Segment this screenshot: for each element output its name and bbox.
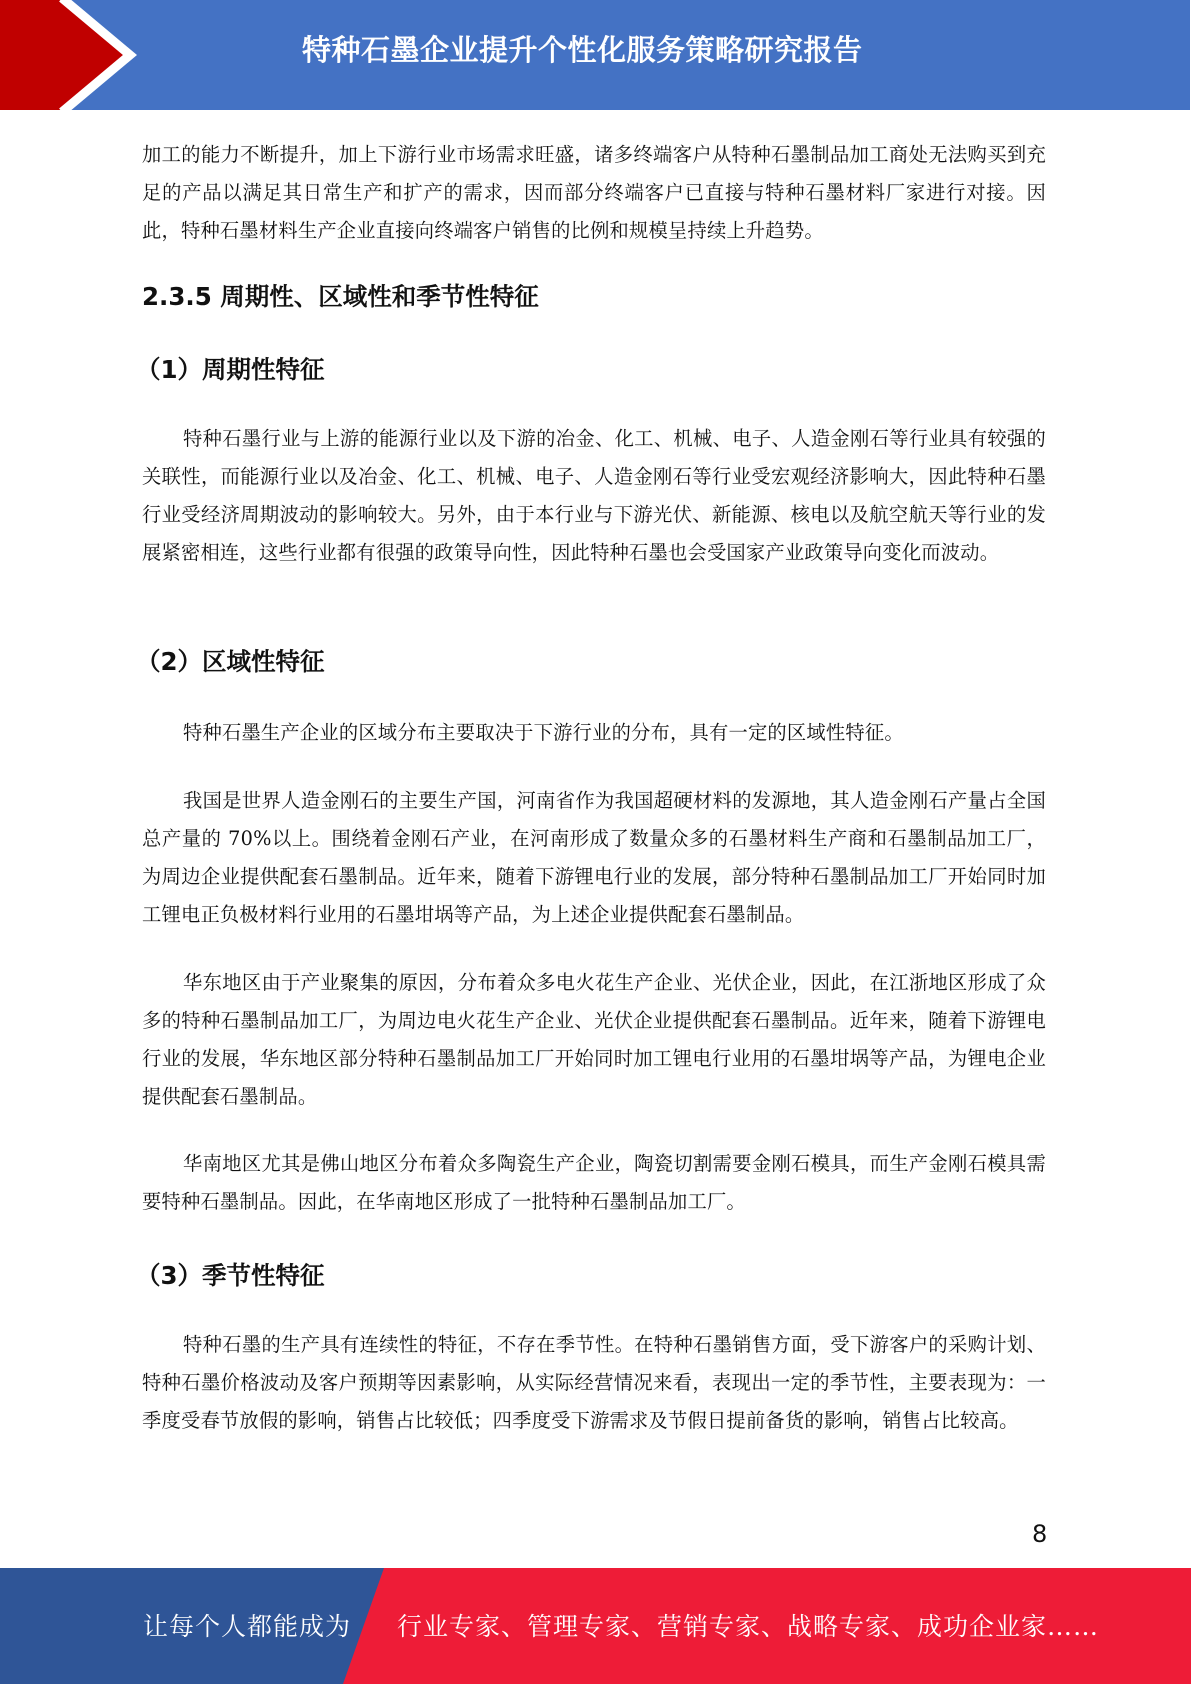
footer-slogan-right: 行业专家、管理专家、营销专家、战略专家、成功企业家…… bbox=[397, 1612, 1100, 1641]
page-footer bbox=[0, 1568, 1191, 1684]
intro-paragraph: 加工的能力不断提升，加上下游行业市场需求旺盛，诸多终端客户从特种石墨制品加工商处无法购买到充足的产品以满足其日常生产和扩产的需求，因而部分终端客户已直接与特种石墨材料厂家进行对接。因此，特种石墨材料生产企业直接向终端客户销售的比例和规模呈持续上升趋势。 bbox=[142, 143, 1046, 242]
paragraph-regional-3: 华东地区由于产业聚集的原因，分布着众多电火花生产企业、光伏企业，因此，在江浙地区形成了众多的特种石墨制品加工厂，为周边电火花生产企业、光伏企业提供配套石墨制品。近年来，随着下游锂电行业的发展，华东地区部分特种石墨制品加工厂开始同时加工锂电行业用的石墨坩埚等产品，为锂电企业提供配套石墨制品。 bbox=[142, 971, 1046, 1108]
footer-slogan-left: 让每个人都能成为 bbox=[143, 1612, 352, 1641]
chevron-arrow-icon bbox=[0, 0, 160, 110]
paragraph-seasonal: 特种石墨的生产具有连续性的特征，不存在季节性。在特种石墨销售方面，受下游客户的采购计划、特种石墨价格波动及客户预期等因素影响，从实际经营情况来看，表现出一定的季节性，主要表现为：一季度受春节放假的影响，销售占比较低；四季度受下游需求及节假日提前备货的影响，销售占比较高。 bbox=[142, 1333, 1046, 1432]
page-header bbox=[0, 0, 1190, 110]
section-heading: 2.3.5 周期性、区域性和季节性特征 bbox=[142, 282, 539, 311]
subsection-heading-cyclical: （1）周期性特征 bbox=[136, 355, 325, 384]
subsection-heading-seasonal: （3）季节性特征 bbox=[136, 1261, 325, 1290]
paragraph-regional-2: 我国是世界人造金刚石的主要生产国，河南省作为我国超硬材料的发源地，其人造金刚石产量占全国总产量的 70%以上。围绕着金刚石产业，在河南形成了数量众多的石墨材料生产商和石墨制品加工厂，为周边企业提供配套石墨制品。近年来，随着下游锂电行业的发展，部分特种石墨制品加工厂开始同时加工锂电正负极材料行业用的石墨坩埚等产品，为上述企业提供配套石墨制品。 bbox=[142, 789, 1046, 926]
paragraph-regional-1: 特种石墨生产企业的区域分布主要取决于下游行业的分布，具有一定的区域性特征。 bbox=[183, 721, 904, 744]
paragraph-cyclical: 特种石墨行业与上游的能源行业以及下游的冶金、化工、机械、电子、人造金刚石等行业具有较强的关联性，而能源行业以及冶金、化工、机械、电子、人造金刚石等行业受宏观经济影响大，因此特种石墨行业受经济周期波动的影响较大。另外，由于本行业与下游光伏、新能源、核电以及航空航天等行业的发展紧密相连，这些行业都有很强的政策导向性，因此特种石墨也会受国家产业政策导向变化而波动。 bbox=[142, 427, 1046, 564]
report-title: 特种石墨企业提升个性化服务策略研究报告 bbox=[302, 33, 863, 67]
subsection-heading-regional: （2）区域性特征 bbox=[136, 647, 325, 676]
page-number: 8 bbox=[1032, 1520, 1048, 1548]
paragraph-regional-4: 华南地区尤其是佛山地区分布着众多陶瓷生产企业，陶瓷切割需要金刚石模具，而生产金刚石模具需要特种石墨制品。因此，在华南地区形成了一批特种石墨制品加工厂。 bbox=[142, 1152, 1046, 1213]
